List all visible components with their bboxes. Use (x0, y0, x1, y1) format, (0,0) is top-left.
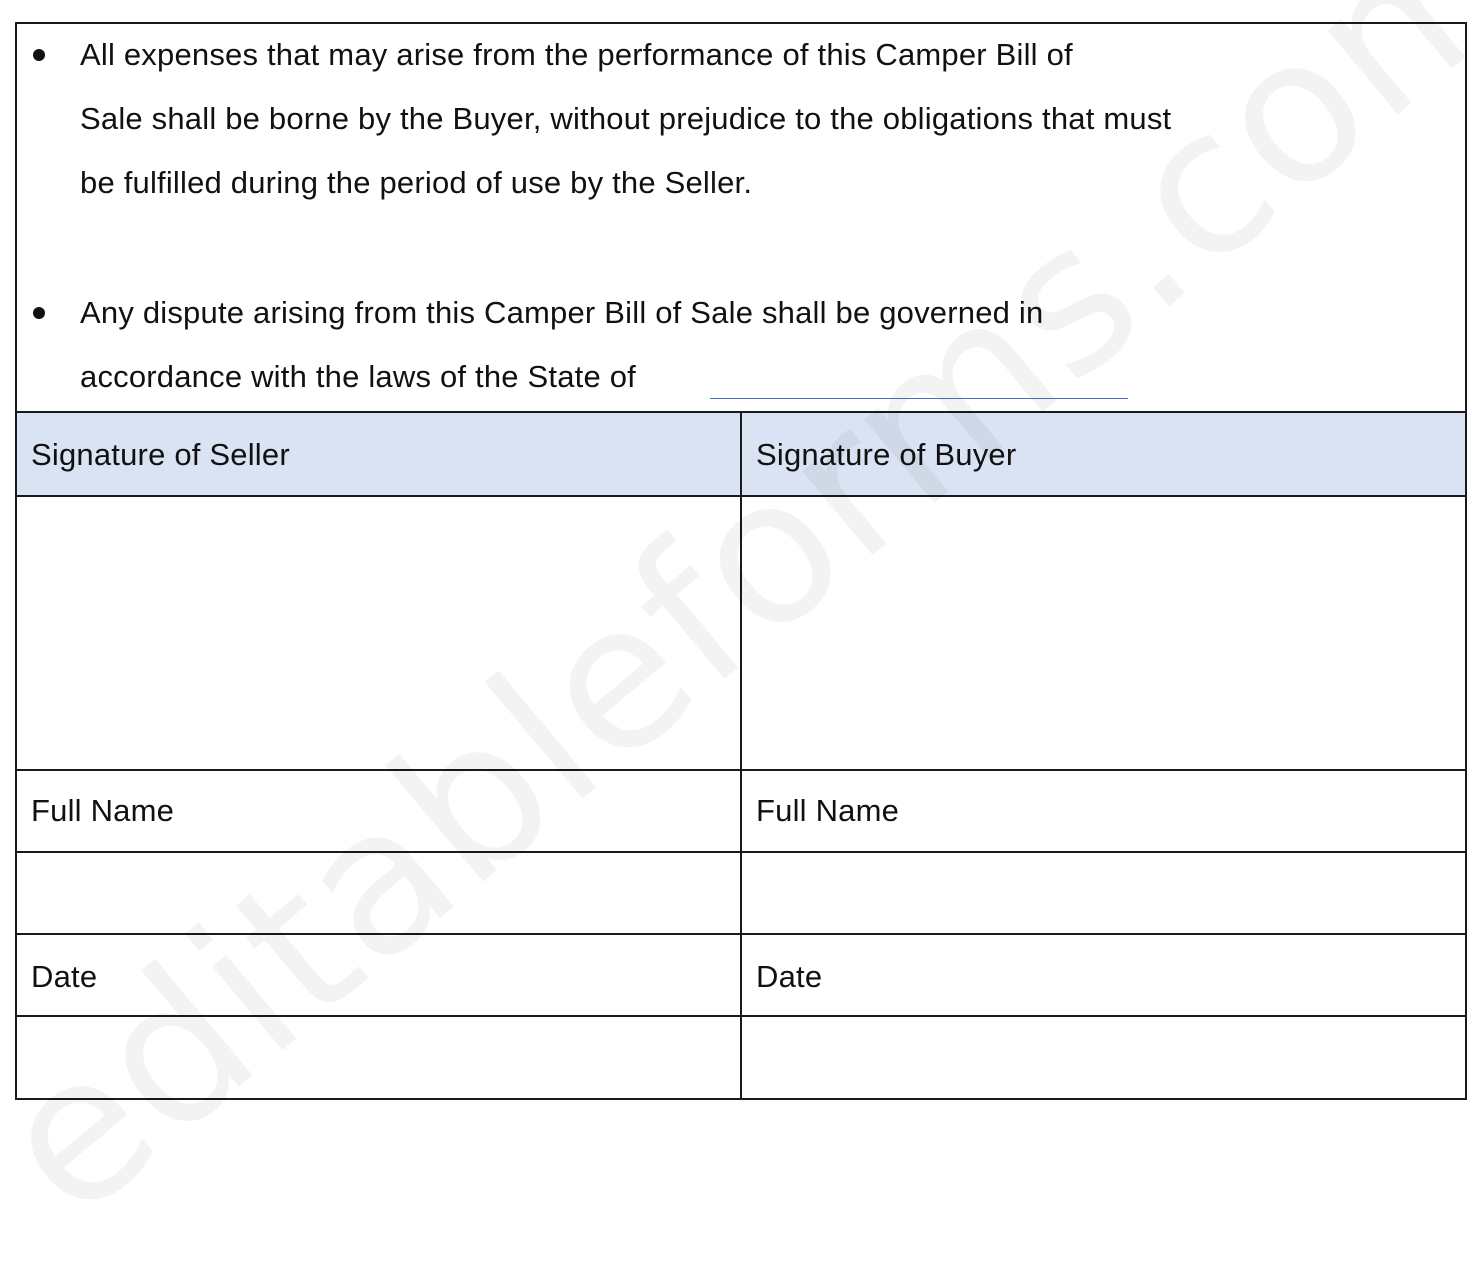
seller-full-name-field[interactable] (17, 853, 740, 933)
form-frame (15, 22, 1467, 1100)
buyer-date-label-cell (742, 935, 1465, 1015)
seller-signature-box[interactable] (17, 497, 740, 769)
buyer-full-name-field[interactable] (742, 853, 1465, 933)
seller-date-field[interactable] (17, 1017, 740, 1098)
buyer-signature-box[interactable] (742, 497, 1465, 769)
buyer-full-name-label: Full Name (756, 793, 900, 828)
clause-text-line: accordance with the laws of the State of (80, 359, 636, 394)
seller-signature-header-label: Signature of Seller (31, 437, 290, 472)
clause-text-line: be fulfilled during the period of use by the Seller. (80, 165, 753, 200)
seller-signature-header (17, 413, 740, 495)
signature-table (17, 413, 1465, 1098)
seller-full-name-label: Full Name (31, 793, 175, 828)
buyer-date-label: Date (756, 959, 823, 994)
clauses-section (17, 24, 1465, 413)
seller-date-label-cell (17, 935, 740, 1015)
state-blank-field[interactable] (710, 398, 1128, 399)
buyer-signature-header (742, 413, 1465, 495)
clause-text-line: All expenses that may arise from the performance of this Camper Bill of (80, 37, 1073, 72)
bullet-icon (33, 49, 45, 61)
clause-text-line: Any dispute arising from this Camper Bill of Sale shall be governed in (80, 295, 1044, 330)
clause-text-line: Sale shall be borne by the Buyer, without prejudice to the obligations that must (80, 101, 1172, 136)
buyer-full-name-label-cell (742, 771, 1465, 851)
seller-date-label: Date (31, 959, 98, 994)
bullet-icon (33, 307, 45, 319)
column-divider (740, 413, 742, 1098)
buyer-date-field[interactable] (742, 1017, 1465, 1098)
buyer-signature-header-label: Signature of Buyer (756, 437, 1017, 472)
seller-full-name-label-cell (17, 771, 740, 851)
